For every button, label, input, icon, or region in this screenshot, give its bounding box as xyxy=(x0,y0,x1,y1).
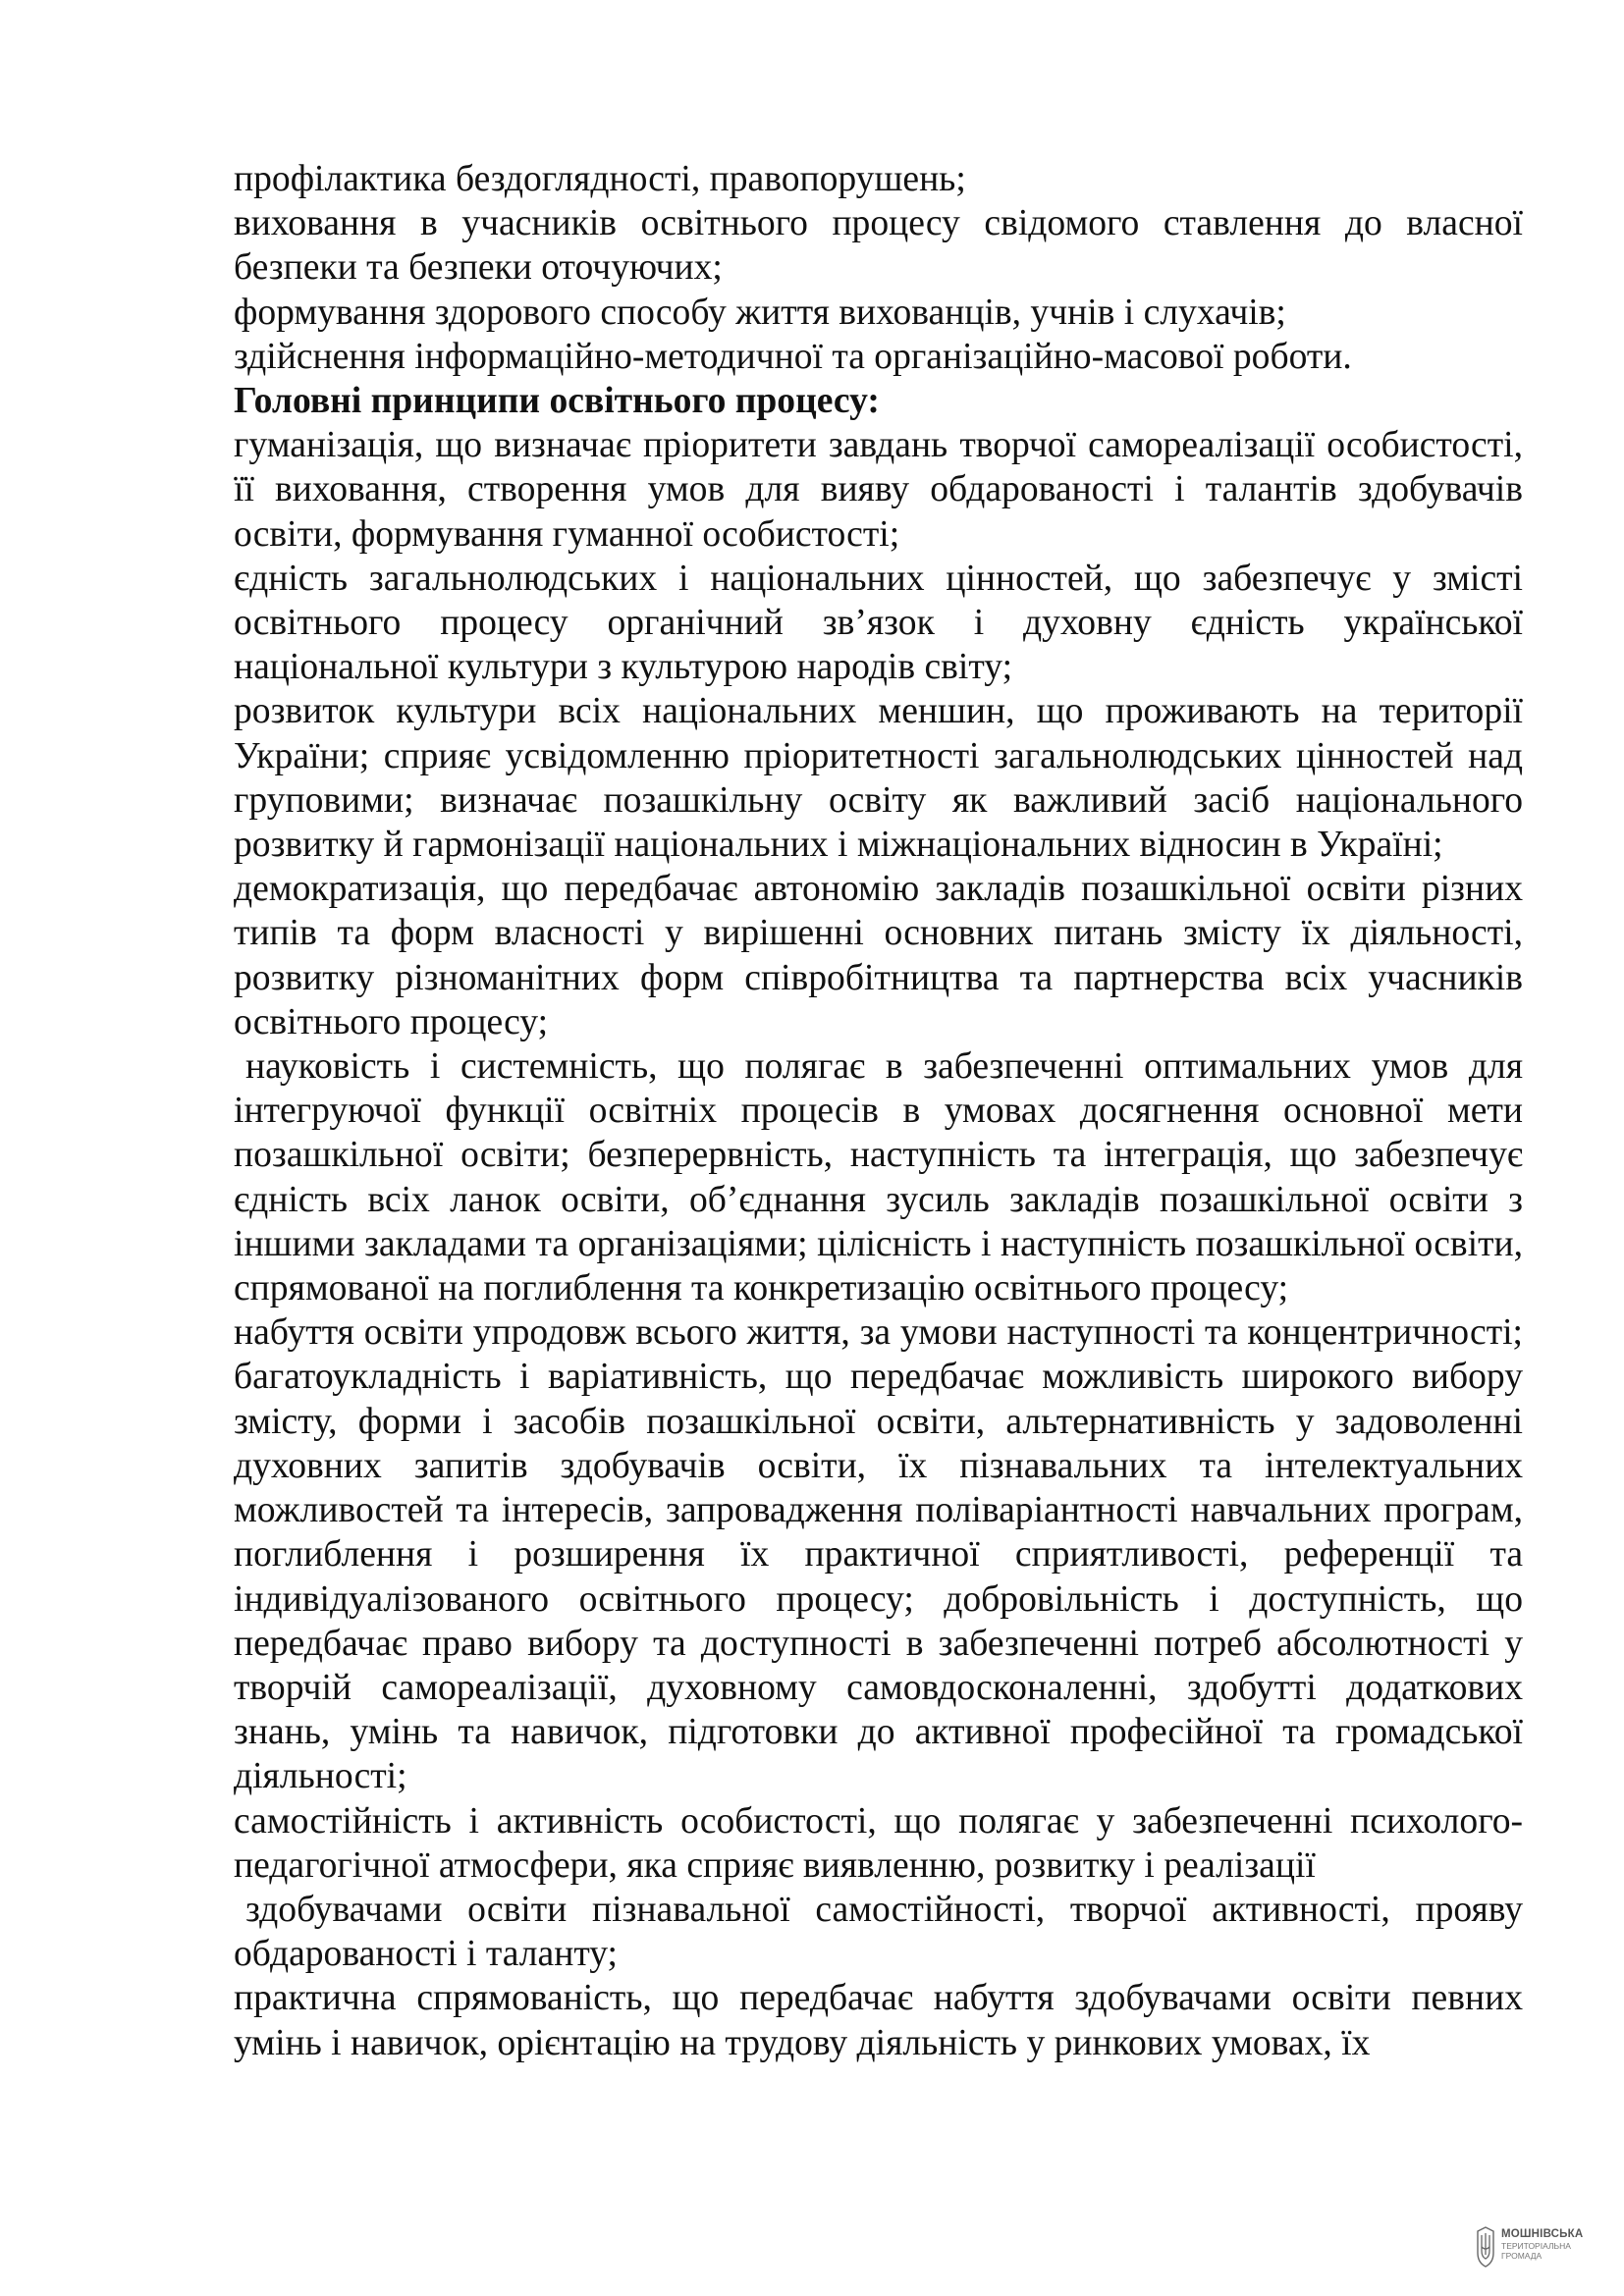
paragraph: практична спрямованість, що передбачає набуття здобувачами освіти певних умінь і навичок, орієнтацію на трудову діяльність у ринкових умовах, їх xyxy=(234,1978,1523,2063)
paragraph: виховання в учасників освітнього процесу свідомого ставлення до власної безпеки та безпеки оточуючих; xyxy=(234,203,1523,289)
paragraph: єдність загальнолюдських і національних цінностей, що забезпечує у змісті освітнього процесу органічний зв’язок і духовну єдність української національної культури з культурою народів світу; xyxy=(234,558,1523,688)
logo-text xyxy=(1501,2227,1583,2261)
paragraph: здобувачами освіти пізнавальної самостійності, творчої активності, прояву обдарованості і таланту; xyxy=(234,1889,1523,1975)
trident-emblem-icon xyxy=(1476,2225,1495,2269)
document-body xyxy=(234,157,1523,2065)
paragraph: здійснення інформаційно-методичної та організаційно-масової роботи. xyxy=(234,336,1352,377)
section-heading: Головні принципи освітнього процесу: xyxy=(234,381,880,422)
logo-subtitle: ГРОМАДА xyxy=(1501,2251,1543,2261)
paragraph: самостійність і активність особистості, що полягає у забезпеченні психолого-педагогічної атмосфери, яка сприяє виявленню, розвитку і реалізації xyxy=(234,1800,1523,1886)
community-logo xyxy=(1476,2223,1623,2278)
logo-subtitle: ТЕРИТОРІАЛЬНА xyxy=(1501,2241,1571,2251)
paragraph: формування здорового способу життя вихованців, учнів і слухачів; xyxy=(234,292,1286,333)
paragraph: профілактика бездоглядності, правопорушень; xyxy=(234,159,966,199)
paragraph: науковість і системність, що полягає в забезпеченні оптимальних умов для інтегруючої функції освітніх процесів в умовах досягнення основної мети позашкільної освіти; безперервність, наступність та інтеграція, що забезпечує єдність всіх ланок освіти, об’єднання зусиль закладів позашкільної освіти з іншими закладами та організаціями; цілісність і наступність позашкільної освіти, спрямованої на поглиблення та конкретизацію освітнього процесу; xyxy=(234,1046,1523,1309)
logo-name: МОШНІВСЬКА xyxy=(1501,2228,1584,2240)
paragraph: демократизація, що передбачає автономію закладів позашкільної освіти різних типів та форм власності у вирішенні основних питань змісту їх діяльності, розвитку різноманітних форм співробітництва та партнерства всіх учасників освітнього процесу; xyxy=(234,869,1523,1042)
paragraph: набуття освіти упродовж всього життя, за умови наступності та концентричності; багатоукладність і варіативність, що передбачає можливість широкого вибору змісту, форми і засобів позашкільної освіти, альтернативність у задоволенні духовних запитів здобувачів освіти, їх пізнавальних та інтелектуальних можливостей та інтересів, запровадження поліваріантності навчальних програм, поглиблення і розширення їх практичної сприятливості, референції та індивідуалізованого освітнього процесу; добровільність і доступність, що передбачає право вибору та доступності в забезпеченні потреб абсолютності у творчій самореалізації, духовному самовдосконаленні, здобутті додаткових знань, умінь та навичок, підготовки до активної професійної та громадської діяльності; xyxy=(234,1312,1523,1797)
paragraph: розвиток культури всіх національних меншин, що проживають на території України; сприяє усвідомленню пріоритетності загальнолюдських цінностей над груповими; визначає позашкільну освіту як важливий засіб національного розвитку й гармонізації національних і міжнаціональних відносин в Україні; xyxy=(234,691,1523,866)
paragraph: гуманізація, що визначає пріоритети завдань творчої самореалізації особистості, її виховання, створення умов для вияву обдарованості і талантів здобувачів освіти, формування гуманної особистості; xyxy=(234,425,1523,555)
